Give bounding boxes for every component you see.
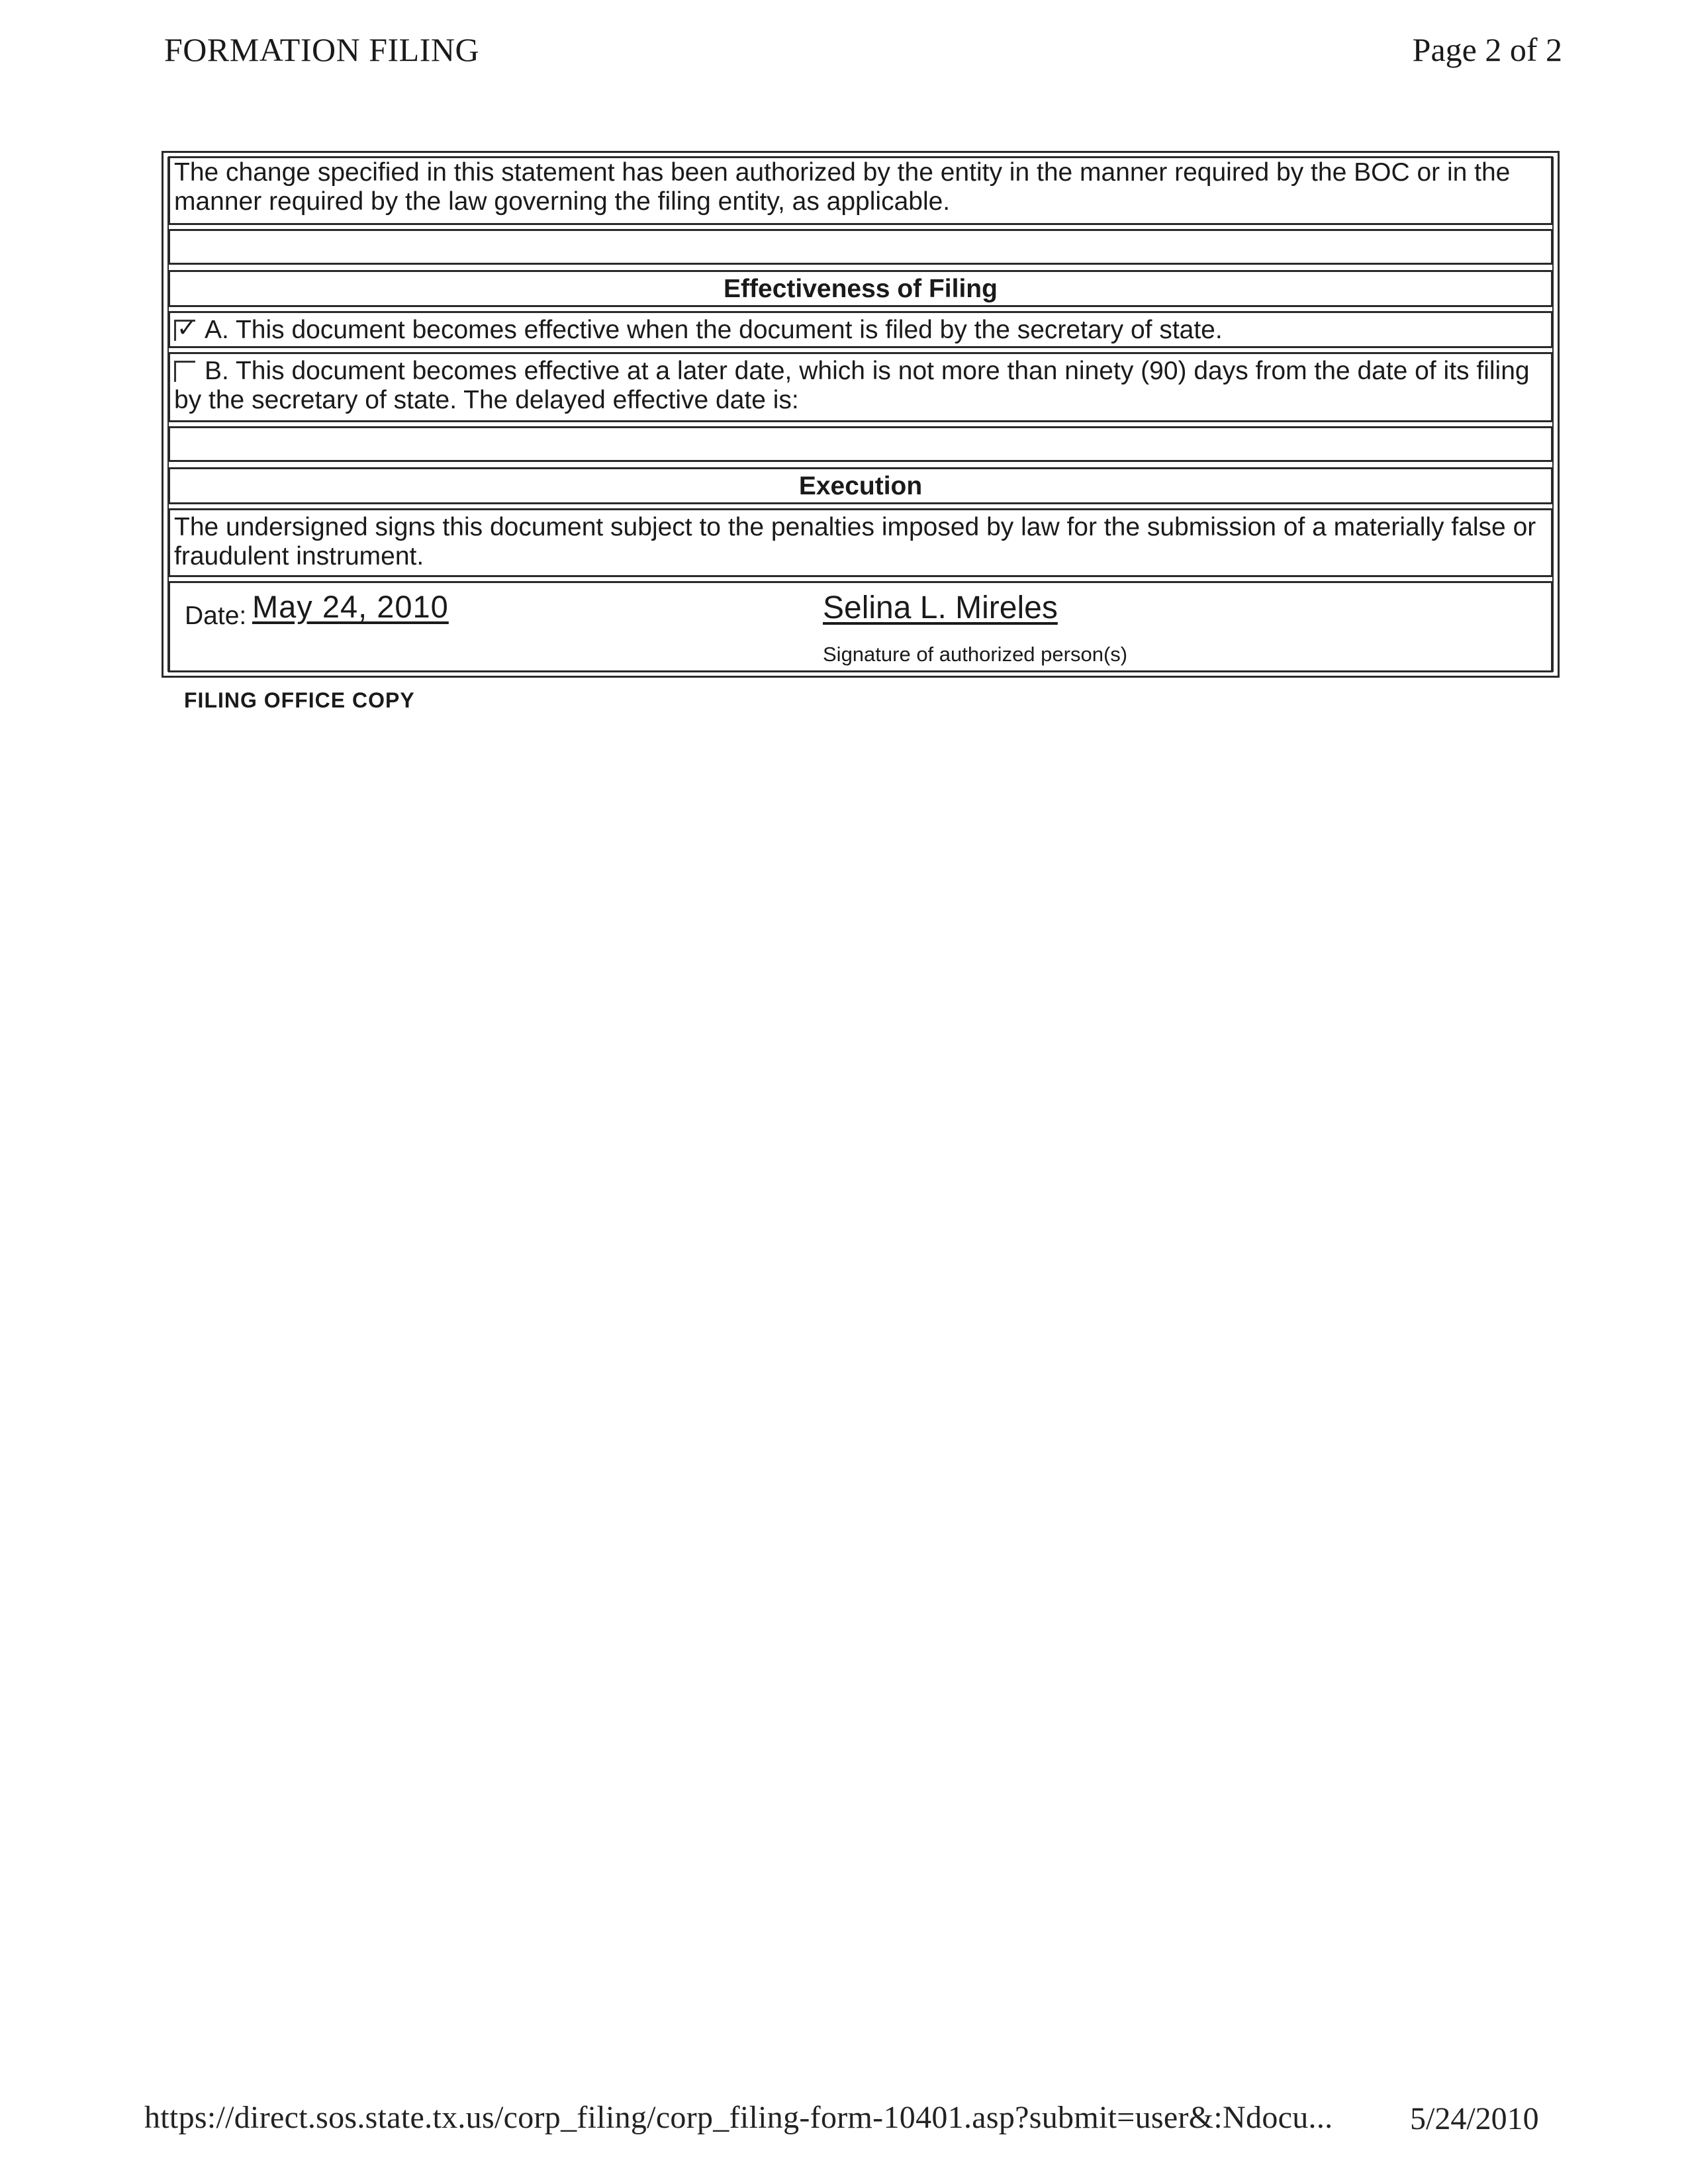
option-a-text: A. This document becomes effective when the document is filed by the secretary of state. xyxy=(205,316,1223,344)
execution-statement-box xyxy=(168,508,1553,577)
footer-date: 5/24/2010 xyxy=(1410,2101,1539,2136)
authorization-statement: The change specified in this statement has been authorized by the entity in the manner required by the BOC or in the manner required by the law governing the filing entity, as applicable. xyxy=(174,158,1511,216)
document-title: FORMATION FILING xyxy=(164,31,480,68)
page-number: Page 2 of 2 xyxy=(1412,31,1562,68)
effectiveness-heading-box xyxy=(168,270,1553,307)
signature-block xyxy=(168,581,1553,672)
date-label: Date: xyxy=(185,602,247,630)
authorization-statement-box xyxy=(168,156,1553,225)
execution-heading-box xyxy=(168,467,1553,504)
footer-url: https://direct.sos.state.tx.us/corp_filing/corp_filing-form-10401.asp?submit=user&:Ndocu... xyxy=(144,2100,1333,2135)
effectiveness-heading: Effectiveness of Filing xyxy=(724,275,998,303)
execution-statement: The undersigned signs this document subject to the penalties imposed by law for the submission of a materially false or fraudulent instrument. xyxy=(174,513,1536,570)
blank-row xyxy=(168,229,1553,265)
delayed-date-field[interactable] xyxy=(168,426,1553,462)
date-value: May 24, 2010 xyxy=(252,589,449,624)
option-b-row xyxy=(168,352,1553,422)
execution-heading: Execution xyxy=(798,472,923,500)
check-icon: ✓ xyxy=(177,314,197,341)
filing-office-copy: FILING OFFICE COPY xyxy=(184,688,415,712)
option-a-row xyxy=(168,311,1553,348)
signature-value: Selina L. Mireles xyxy=(823,590,1058,625)
option-b-checkbox[interactable] xyxy=(174,361,195,382)
signature-caption: Signature of authorized person(s) xyxy=(823,643,1128,666)
option-a-checkbox[interactable] xyxy=(174,314,197,341)
option-b-text: B. This document becomes effective at a later date, which is not more than ninety (90) days from the date of its filing by the secretary of state. The delayed effective date is: xyxy=(174,357,1530,414)
